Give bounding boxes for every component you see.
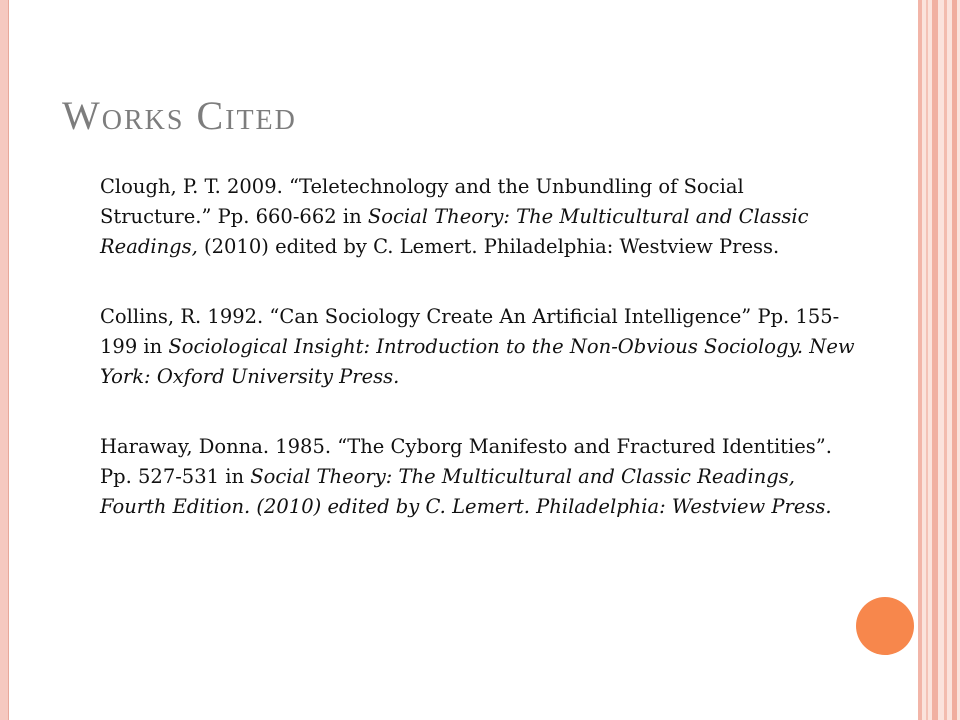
left-border-stripe	[0, 0, 9, 720]
right-stripe	[932, 0, 938, 720]
citation-entry	[100, 432, 860, 522]
citation-text: (2010) edited by C. Lemert. Philadelphia: Westview Press.	[197, 235, 780, 258]
citation-source-title: Sociological Insight: Introduction to the Non-Obvious Sociology. New York: Oxford University Press.	[100, 335, 855, 388]
citation-text: Haraway, Donna. 1985. “The Cyborg Manifesto and Fractured Identities”. Pp. 527-531 in	[100, 435, 832, 488]
right-stripe	[926, 0, 928, 720]
decorative-circle	[856, 597, 914, 655]
citation-source-title: Social Theory: The Multicultural and Classic Readings,	[100, 205, 809, 258]
citation-source-title: Social Theory: The Multicultural and Classic Readings, Fourth Edition. (2010) edited by C. Lemert. Philadelphia: Westview Press.	[100, 465, 832, 518]
citation-entry	[100, 302, 860, 392]
right-stripe	[918, 0, 922, 720]
right-stripe	[944, 0, 947, 720]
right-stripe	[952, 0, 957, 720]
citation-text: Clough, P. T. 2009. “Teletechnology and the Unbundling of Social Structure.” Pp. 660-662 in	[100, 175, 744, 228]
citation-list	[100, 172, 860, 562]
citation-text: Collins, R. 1992. “Can Sociology Create An Artificial Intelligence” Pp. 155-199 in	[100, 305, 840, 358]
citation-entry	[100, 172, 860, 262]
slide-title: Works Cited	[62, 93, 297, 138]
